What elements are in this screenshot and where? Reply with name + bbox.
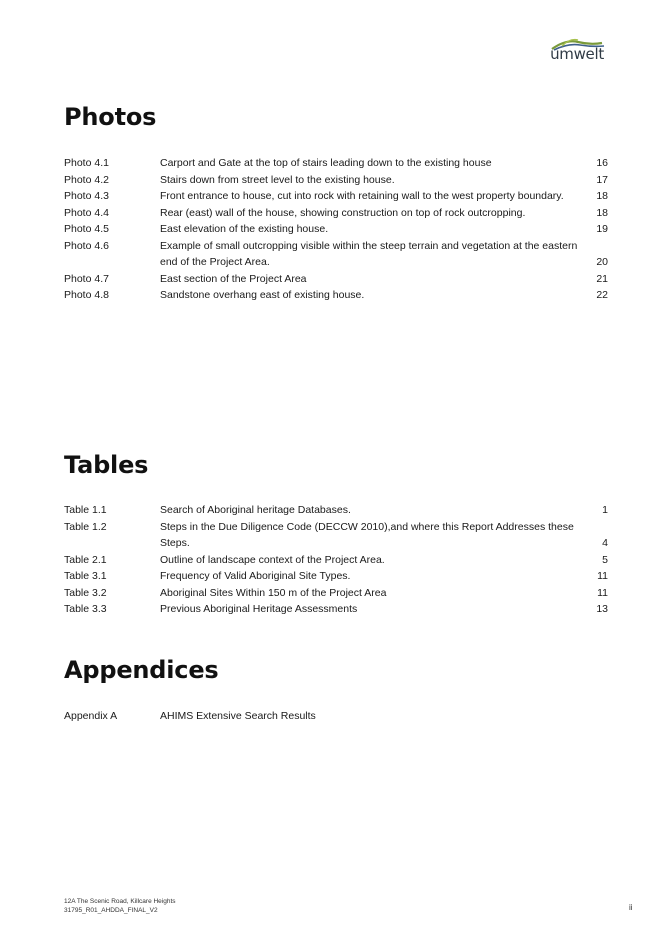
- entry-page-number: 22: [596, 289, 608, 301]
- toc-entry[interactable]: [64, 271, 608, 288]
- toc-entry[interactable]: [64, 552, 608, 569]
- entry-page-number: 19: [596, 223, 608, 235]
- toc-entry[interactable]: [64, 221, 608, 238]
- entry-title: AHIMS Extensive Search Results: [160, 710, 316, 722]
- toc-entry[interactable]: [64, 205, 608, 222]
- umwelt-logo: [548, 37, 606, 67]
- entry-title: Previous Aboriginal Heritage Assessments: [160, 603, 358, 615]
- entry-label: Table 1.2: [64, 520, 107, 533]
- toc-entry[interactable]: [64, 188, 608, 205]
- entry-label: Table 2.1: [64, 553, 107, 566]
- entry-label: Photo 4.4: [64, 206, 109, 219]
- entry-label: Photo 4.3: [64, 190, 109, 202]
- entry-label: Photo 4.6: [64, 239, 109, 252]
- entry-page-number: 13: [596, 603, 608, 615]
- toc-entry[interactable]: [64, 502, 608, 519]
- entry-label: Photo 4.1: [64, 157, 109, 169]
- entry-label: Table 1.1: [64, 504, 107, 516]
- entry-page-number: 1: [602, 504, 608, 516]
- appendices-heading: Appendices: [64, 656, 219, 684]
- toc-entry[interactable]: [64, 601, 608, 618]
- entry-title: Steps in the Due Diligence Code (DECCW 2010),and where this Report Addresses these Steps.: [160, 520, 574, 549]
- photos-heading: Photos: [64, 103, 157, 131]
- entry-title: Outline of landscape context of the Project Area.: [160, 553, 385, 566]
- toc-entry[interactable]: [64, 287, 608, 304]
- entry-label: Photo 4.7: [64, 272, 109, 285]
- footer-address: 12A The Scenic Road, Killcare Heights: [64, 898, 176, 905]
- toc-entry[interactable]: [64, 708, 608, 725]
- entry-page-number: 20: [596, 256, 608, 268]
- entry-page-number: 16: [596, 157, 608, 169]
- entry-title: East section of the Project Area: [160, 272, 307, 285]
- entry-page-number: 17: [596, 173, 608, 186]
- footer-document-id: 31795_R01_AHDDA_FINAL_V2: [64, 907, 158, 914]
- tables-list: [64, 502, 608, 618]
- entry-title: Sandstone overhang east of existing house.: [160, 289, 365, 301]
- toc-entry[interactable]: [64, 155, 608, 172]
- logo-text: umwelt: [550, 45, 604, 63]
- entry-label: Photo 4.8: [64, 289, 109, 301]
- page-number: ii: [629, 903, 633, 912]
- entry-title: Search of Aboriginal heritage Databases.: [160, 504, 351, 516]
- footer: [64, 897, 176, 915]
- entry-title: Stairs down from street level to the existing house.: [160, 173, 395, 186]
- toc-entry[interactable]: [64, 238, 608, 271]
- toc-entry[interactable]: [64, 568, 608, 585]
- photos-list: [64, 155, 608, 304]
- entry-page-number: 18: [596, 206, 608, 219]
- entry-label: Appendix A: [64, 710, 118, 722]
- entry-label: Table 3.3: [64, 603, 107, 615]
- toc-entry[interactable]: [64, 585, 608, 602]
- entry-page-number: 11: [597, 570, 608, 582]
- tables-heading: Tables: [64, 451, 149, 479]
- entry-page-number: 5: [602, 553, 608, 566]
- entry-title: Aboriginal Sites Within 150 m of the Project Area: [160, 586, 387, 599]
- entry-title: Front entrance to house, cut into rock with retaining wall to the west property boundary.: [160, 190, 564, 202]
- entry-label: Photo 4.5: [64, 223, 109, 235]
- entry-page-number: 4: [602, 537, 608, 549]
- toc-entry[interactable]: [64, 519, 608, 552]
- entry-title: Example of small outcropping visible within the steep terrain and vegetation at the eastern end of the Project Area.: [160, 239, 578, 268]
- toc-entry[interactable]: [64, 172, 608, 189]
- entry-page-number: 11: [597, 586, 608, 599]
- entry-page-number: 18: [596, 190, 608, 202]
- entry-title: Frequency of Valid Aboriginal Site Types.: [160, 570, 351, 582]
- entry-label: Photo 4.2: [64, 173, 109, 186]
- entry-label: Table 3.1: [64, 570, 107, 582]
- entry-label: Table 3.2: [64, 586, 107, 599]
- entry-title: Rear (east) wall of the house, showing construction on top of rock outcropping.: [160, 206, 526, 219]
- appendices-list: [64, 708, 608, 725]
- entry-page-number: 21: [596, 272, 608, 285]
- entry-title: East elevation of the existing house.: [160, 223, 329, 235]
- entry-title: Carport and Gate at the top of stairs leading down to the existing house: [160, 157, 492, 169]
